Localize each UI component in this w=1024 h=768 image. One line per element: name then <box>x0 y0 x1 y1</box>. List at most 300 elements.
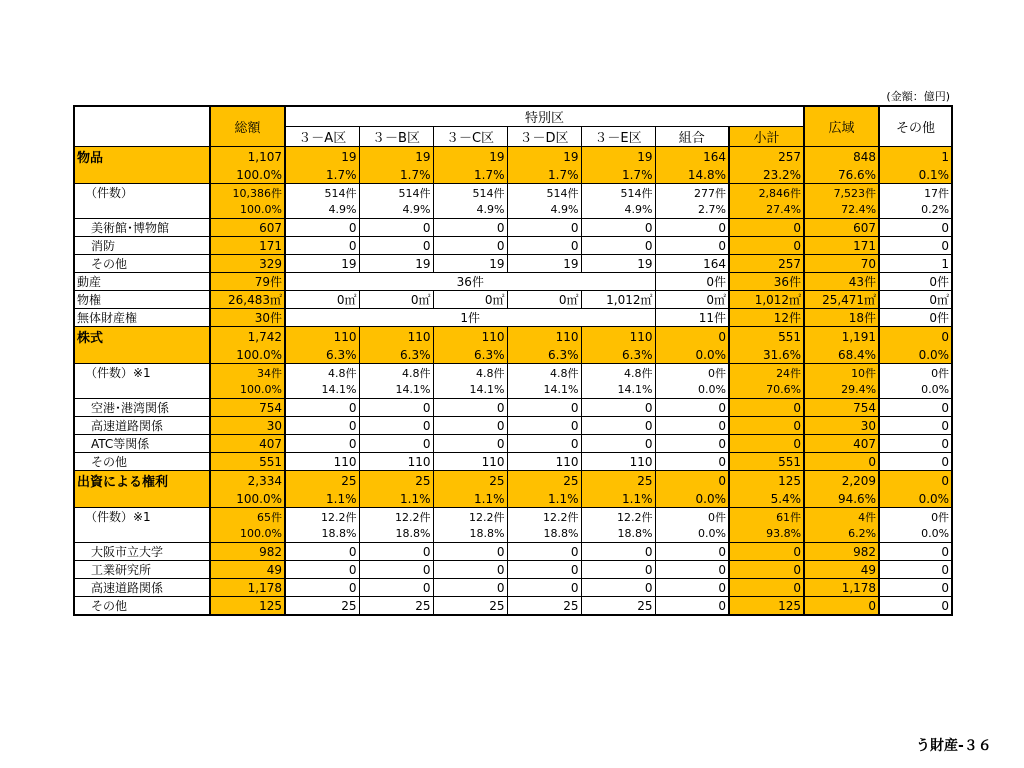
cell-value: 4.8件 <box>285 364 359 382</box>
cell-value: 754 <box>804 399 879 417</box>
cell-value: 0 <box>359 219 433 237</box>
cell-value: 12件 <box>729 309 804 327</box>
cell-value: 0 <box>433 579 507 597</box>
row-label: 無体財産権 <box>74 309 210 327</box>
cell-value: 0 <box>729 435 804 453</box>
cell-value: 0 <box>655 453 729 471</box>
cell-value: 0 <box>655 435 729 453</box>
row-label <box>74 201 210 219</box>
cell-value: 19 <box>507 255 581 273</box>
table-row <box>74 561 952 579</box>
cell-value: 0 <box>581 417 655 435</box>
cell-value: 12.2件 <box>507 508 581 526</box>
cell-value: 0 <box>729 543 804 561</box>
cell-value: 0 <box>285 399 359 417</box>
cell-value: 0 <box>581 219 655 237</box>
cell-value: 0.0% <box>879 381 952 399</box>
cell-value: 1,107 <box>210 147 285 167</box>
cell-value: 0 <box>359 237 433 255</box>
cell-value: 171 <box>210 237 285 255</box>
cell-value: 1.1% <box>507 490 581 508</box>
cell-value: 100.0% <box>210 201 285 219</box>
cell-value: 18.8% <box>507 525 581 543</box>
cell-value: 0件 <box>655 273 729 291</box>
cell-value: 36件 <box>285 273 655 291</box>
cell-value: 1.1% <box>359 490 433 508</box>
cell-value: 14.1% <box>285 381 359 399</box>
cell-value: 70.6% <box>729 381 804 399</box>
unit-note: (金額：億円) <box>886 90 950 103</box>
cell-value: 70 <box>804 255 879 273</box>
cell-value: 329 <box>210 255 285 273</box>
row-label <box>74 166 210 184</box>
cell-value: 0㎡ <box>433 291 507 309</box>
cell-value: 94.6% <box>804 490 879 508</box>
cell-value: 0 <box>433 417 507 435</box>
cell-value: 0 <box>359 579 433 597</box>
table-row <box>74 219 952 237</box>
cell-value: 0 <box>655 327 729 347</box>
cell-value: 79件 <box>210 273 285 291</box>
cell-value: 68.4% <box>804 346 879 364</box>
cell-value: 0 <box>433 561 507 579</box>
cell-value: 0 <box>433 543 507 561</box>
cell-value: 2,334 <box>210 471 285 491</box>
header-subtotal: 小計 <box>729 127 804 147</box>
cell-value: 0 <box>879 471 952 491</box>
cell-value: 551 <box>729 327 804 347</box>
cell-value: 0 <box>507 219 581 237</box>
cell-value: 0 <box>655 597 729 616</box>
table-row <box>74 543 952 561</box>
cell-value: 0 <box>729 399 804 417</box>
cell-value: 14.1% <box>359 381 433 399</box>
cell-value: 0 <box>359 417 433 435</box>
cell-value: 14.1% <box>507 381 581 399</box>
table-row <box>74 525 952 543</box>
cell-value: 257 <box>729 255 804 273</box>
cell-value: 72.4% <box>804 201 879 219</box>
cell-value: 6.3% <box>359 346 433 364</box>
cell-value: 1,178 <box>210 579 285 597</box>
header-total: 総額 <box>210 106 285 147</box>
cell-value: 0 <box>285 543 359 561</box>
table-row <box>74 597 952 616</box>
cell-value: 4.8件 <box>433 364 507 382</box>
row-label: 動産 <box>74 273 210 291</box>
cell-value: 0 <box>285 579 359 597</box>
cell-value: 0 <box>729 219 804 237</box>
table-row <box>74 364 952 382</box>
cell-value: 93.8% <box>729 525 804 543</box>
cell-value: 407 <box>210 435 285 453</box>
cell-value: 0 <box>581 579 655 597</box>
property-table <box>73 105 953 616</box>
cell-value: 25 <box>581 597 655 616</box>
table-row <box>74 490 952 508</box>
cell-value: 6.3% <box>581 346 655 364</box>
cell-value: 0 <box>581 435 655 453</box>
cell-value: 0 <box>655 543 729 561</box>
cell-value: 0 <box>507 561 581 579</box>
cell-value: 25 <box>359 597 433 616</box>
cell-value: 12.2件 <box>581 508 655 526</box>
cell-value: 1.7% <box>581 166 655 184</box>
header-ward-d: ３－D区 <box>507 127 581 147</box>
header-ward-a: ３－A区 <box>285 127 359 147</box>
row-label: （件数）※1 <box>74 364 210 382</box>
cell-value: 4.9% <box>433 201 507 219</box>
row-label: 消防 <box>74 237 210 255</box>
cell-value: 1.1% <box>581 490 655 508</box>
cell-value: 110 <box>581 453 655 471</box>
cell-value: 0 <box>433 435 507 453</box>
cell-value: 1.1% <box>433 490 507 508</box>
cell-value: 18.8% <box>359 525 433 543</box>
cell-value: 30 <box>804 417 879 435</box>
cell-value: 110 <box>507 453 581 471</box>
cell-value: 100.0% <box>210 166 285 184</box>
cell-value: 0 <box>507 543 581 561</box>
cell-value: 1.7% <box>359 166 433 184</box>
cell-value: 0 <box>581 399 655 417</box>
cell-value: 0 <box>729 237 804 255</box>
table-row <box>74 166 952 184</box>
cell-value: 76.6% <box>804 166 879 184</box>
cell-value: 0 <box>879 561 952 579</box>
cell-value: 1件 <box>285 309 655 327</box>
table-body <box>74 147 952 616</box>
row-label: ATC等関係 <box>74 435 210 453</box>
table-row <box>74 435 952 453</box>
cell-value: 100.0% <box>210 346 285 364</box>
cell-value: 30件 <box>210 309 285 327</box>
cell-value: 514件 <box>285 184 359 202</box>
cell-value: 0 <box>879 453 952 471</box>
cell-value: 4.9% <box>581 201 655 219</box>
cell-value: 6.3% <box>433 346 507 364</box>
cell-value: 49 <box>804 561 879 579</box>
table-row <box>74 381 952 399</box>
cell-value: 25 <box>433 471 507 491</box>
cell-value: 0 <box>359 543 433 561</box>
cell-value: 0 <box>729 579 804 597</box>
table-row <box>74 184 952 202</box>
cell-value: 110 <box>581 327 655 347</box>
cell-value: 171 <box>804 237 879 255</box>
cell-value: 6.3% <box>507 346 581 364</box>
cell-value: 1.7% <box>285 166 359 184</box>
cell-value: 12.2件 <box>359 508 433 526</box>
cell-value: 0件 <box>655 364 729 382</box>
cell-value: 607 <box>210 219 285 237</box>
cell-value: 19 <box>359 255 433 273</box>
cell-value: 0 <box>729 417 804 435</box>
table-row <box>74 399 952 417</box>
row-label: 美術館･博物館 <box>74 219 210 237</box>
cell-value: 36件 <box>729 273 804 291</box>
cell-value: 25 <box>285 471 359 491</box>
cell-value: 0 <box>285 561 359 579</box>
cell-value: 110 <box>433 453 507 471</box>
header-row-1 <box>74 106 952 127</box>
cell-value: 407 <box>804 435 879 453</box>
cell-value: 30 <box>210 417 285 435</box>
cell-value: 0.0% <box>879 525 952 543</box>
cell-value: 0㎡ <box>879 291 952 309</box>
cell-value: 1,191 <box>804 327 879 347</box>
cell-value: 65件 <box>210 508 285 526</box>
header-other: その他 <box>879 106 952 147</box>
cell-value: 19 <box>581 255 655 273</box>
cell-value: 0 <box>655 579 729 597</box>
cell-value: 0 <box>879 579 952 597</box>
cell-value: 100.0% <box>210 490 285 508</box>
cell-value: 110 <box>359 327 433 347</box>
cell-value: 0.1% <box>879 166 952 184</box>
cell-value: 0 <box>433 219 507 237</box>
cell-value: 0 <box>879 597 952 616</box>
row-label: 出資による権利 <box>74 471 210 491</box>
cell-value: 25 <box>433 597 507 616</box>
cell-value: 110 <box>285 327 359 347</box>
row-label <box>74 381 210 399</box>
table-row <box>74 201 952 219</box>
cell-value: 125 <box>729 597 804 616</box>
cell-value: 110 <box>433 327 507 347</box>
cell-value: 0 <box>729 561 804 579</box>
cell-value: 61件 <box>729 508 804 526</box>
cell-value: 0 <box>879 399 952 417</box>
cell-value: 18.8% <box>581 525 655 543</box>
cell-value: 0 <box>433 237 507 255</box>
cell-value: 0 <box>879 543 952 561</box>
cell-value: 7,523件 <box>804 184 879 202</box>
cell-value: 18.8% <box>285 525 359 543</box>
cell-value: 2,209 <box>804 471 879 491</box>
cell-value: 0 <box>804 597 879 616</box>
cell-value: 0 <box>655 237 729 255</box>
cell-value: 110 <box>285 453 359 471</box>
row-label: 物権 <box>74 291 210 309</box>
table-row <box>74 255 952 273</box>
cell-value: 0 <box>879 327 952 347</box>
cell-value: 0.2% <box>879 201 952 219</box>
cell-value: 0.0% <box>879 346 952 364</box>
row-label: その他 <box>74 597 210 616</box>
cell-value: 4.9% <box>507 201 581 219</box>
cell-value: 0 <box>285 435 359 453</box>
cell-value: 0 <box>655 417 729 435</box>
cell-value: 0 <box>655 561 729 579</box>
table-row <box>74 273 952 291</box>
cell-value: 0 <box>507 435 581 453</box>
table-row <box>74 508 952 526</box>
cell-value: 14.1% <box>581 381 655 399</box>
cell-value: 1.7% <box>433 166 507 184</box>
cell-value: 0 <box>507 579 581 597</box>
header-ward-b: ３－B区 <box>359 127 433 147</box>
header-wide-area: 広域 <box>804 106 879 147</box>
cell-value: 27.4% <box>729 201 804 219</box>
cell-value: 1,012㎡ <box>581 291 655 309</box>
cell-value: 1 <box>879 147 952 167</box>
cell-value: 0件 <box>879 508 952 526</box>
cell-value: 19 <box>285 255 359 273</box>
cell-value: 18.8% <box>433 525 507 543</box>
row-label: 空港･港湾関係 <box>74 399 210 417</box>
cell-value: 607 <box>804 219 879 237</box>
row-label <box>74 346 210 364</box>
cell-value: 25,471㎡ <box>804 291 879 309</box>
cell-value: 0.0% <box>655 490 729 508</box>
cell-value: 5.4% <box>729 490 804 508</box>
cell-value: 34件 <box>210 364 285 382</box>
cell-value: 0.0% <box>655 346 729 364</box>
table-row <box>74 346 952 364</box>
cell-value: 4件 <box>804 508 879 526</box>
cell-value: 0.0% <box>655 381 729 399</box>
cell-value: 4.9% <box>285 201 359 219</box>
cell-value: 6.3% <box>285 346 359 364</box>
cell-value: 0 <box>285 219 359 237</box>
cell-value: 0 <box>507 237 581 255</box>
cell-value: 12.2件 <box>433 508 507 526</box>
cell-value: 0 <box>581 561 655 579</box>
cell-value: 29.4% <box>804 381 879 399</box>
cell-value: 2,846件 <box>729 184 804 202</box>
header-ward-e: ３－E区 <box>581 127 655 147</box>
cell-value: 514件 <box>433 184 507 202</box>
cell-value: 0 <box>507 417 581 435</box>
table-row <box>74 309 952 327</box>
table-row <box>74 291 952 309</box>
cell-value: 49 <box>210 561 285 579</box>
cell-value: 25 <box>507 597 581 616</box>
cell-value: 19 <box>359 147 433 167</box>
cell-value: 125 <box>210 597 285 616</box>
cell-value: 754 <box>210 399 285 417</box>
row-label: 物品 <box>74 147 210 167</box>
cell-value: 0 <box>655 471 729 491</box>
header-ward-c: ３－C区 <box>433 127 507 147</box>
cell-value: 4.8件 <box>359 364 433 382</box>
cell-value: 4.8件 <box>507 364 581 382</box>
header-union: 組合 <box>655 127 729 147</box>
row-label: 株式 <box>74 327 210 347</box>
cell-value: 10件 <box>804 364 879 382</box>
cell-value: 19 <box>507 147 581 167</box>
cell-value: 0 <box>655 399 729 417</box>
cell-value: 0 <box>879 237 952 255</box>
cell-value: 0.0% <box>655 525 729 543</box>
cell-value: 0 <box>655 219 729 237</box>
cell-value: 551 <box>729 453 804 471</box>
cell-value: 848 <box>804 147 879 167</box>
cell-value: 12.2件 <box>285 508 359 526</box>
cell-value: 0.0% <box>879 490 952 508</box>
cell-value: 0 <box>879 435 952 453</box>
header-special-ward: 特別区 <box>285 106 804 127</box>
row-label <box>74 490 210 508</box>
cell-value: 0 <box>581 237 655 255</box>
cell-value: 14.8% <box>655 166 729 184</box>
cell-value: 514件 <box>581 184 655 202</box>
table-row <box>74 147 952 167</box>
table-row <box>74 579 952 597</box>
cell-value: 0 <box>359 435 433 453</box>
cell-value: 25 <box>285 597 359 616</box>
row-label: 工業研究所 <box>74 561 210 579</box>
cell-value: 514件 <box>507 184 581 202</box>
cell-value: 1.7% <box>507 166 581 184</box>
cell-value: 10,386件 <box>210 184 285 202</box>
table-row <box>74 417 952 435</box>
row-label: その他 <box>74 453 210 471</box>
cell-value: 551 <box>210 453 285 471</box>
cell-value: 23.2% <box>729 166 804 184</box>
row-label: 高速道路関係 <box>74 417 210 435</box>
cell-value: 0 <box>507 399 581 417</box>
cell-value: 0㎡ <box>507 291 581 309</box>
cell-value: 1 <box>879 255 952 273</box>
cell-value: 0件 <box>879 364 952 382</box>
cell-value: 0件 <box>655 508 729 526</box>
cell-value: 110 <box>359 453 433 471</box>
cell-value: 164 <box>655 255 729 273</box>
cell-value: 2.7% <box>655 201 729 219</box>
cell-value: 18件 <box>804 309 879 327</box>
row-label: （件数） <box>74 184 210 202</box>
cell-value: 4.9% <box>359 201 433 219</box>
cell-value: 19 <box>433 147 507 167</box>
cell-value: 0 <box>359 399 433 417</box>
cell-value: 6.2% <box>804 525 879 543</box>
table-row <box>74 237 952 255</box>
cell-value: 100.0% <box>210 381 285 399</box>
row-label: 大阪市立大学 <box>74 543 210 561</box>
cell-value: 1.1% <box>285 490 359 508</box>
cell-value: 25 <box>359 471 433 491</box>
cell-value: 0 <box>879 417 952 435</box>
cell-value: 1,742 <box>210 327 285 347</box>
cell-value: 1,178 <box>804 579 879 597</box>
row-label: 高速道路関係 <box>74 579 210 597</box>
cell-value: 0件 <box>879 309 952 327</box>
row-label <box>74 525 210 543</box>
cell-value: 11件 <box>655 309 729 327</box>
table-row <box>74 453 952 471</box>
cell-value: 0 <box>433 399 507 417</box>
cell-value: 4.8件 <box>581 364 655 382</box>
cell-value: 0 <box>804 453 879 471</box>
cell-value: 277件 <box>655 184 729 202</box>
cell-value: 982 <box>804 543 879 561</box>
cell-value: 0 <box>581 543 655 561</box>
cell-value: 0 <box>285 417 359 435</box>
cell-value: 0 <box>285 237 359 255</box>
cell-value: 0㎡ <box>655 291 729 309</box>
cell-value: 19 <box>433 255 507 273</box>
row-label: その他 <box>74 255 210 273</box>
cell-value: 0 <box>879 219 952 237</box>
cell-value: 514件 <box>359 184 433 202</box>
cell-value: 25 <box>581 471 655 491</box>
cell-value: 31.6% <box>729 346 804 364</box>
cell-value: 0件 <box>879 273 952 291</box>
cell-value: 0㎡ <box>285 291 359 309</box>
cell-value: 110 <box>507 327 581 347</box>
